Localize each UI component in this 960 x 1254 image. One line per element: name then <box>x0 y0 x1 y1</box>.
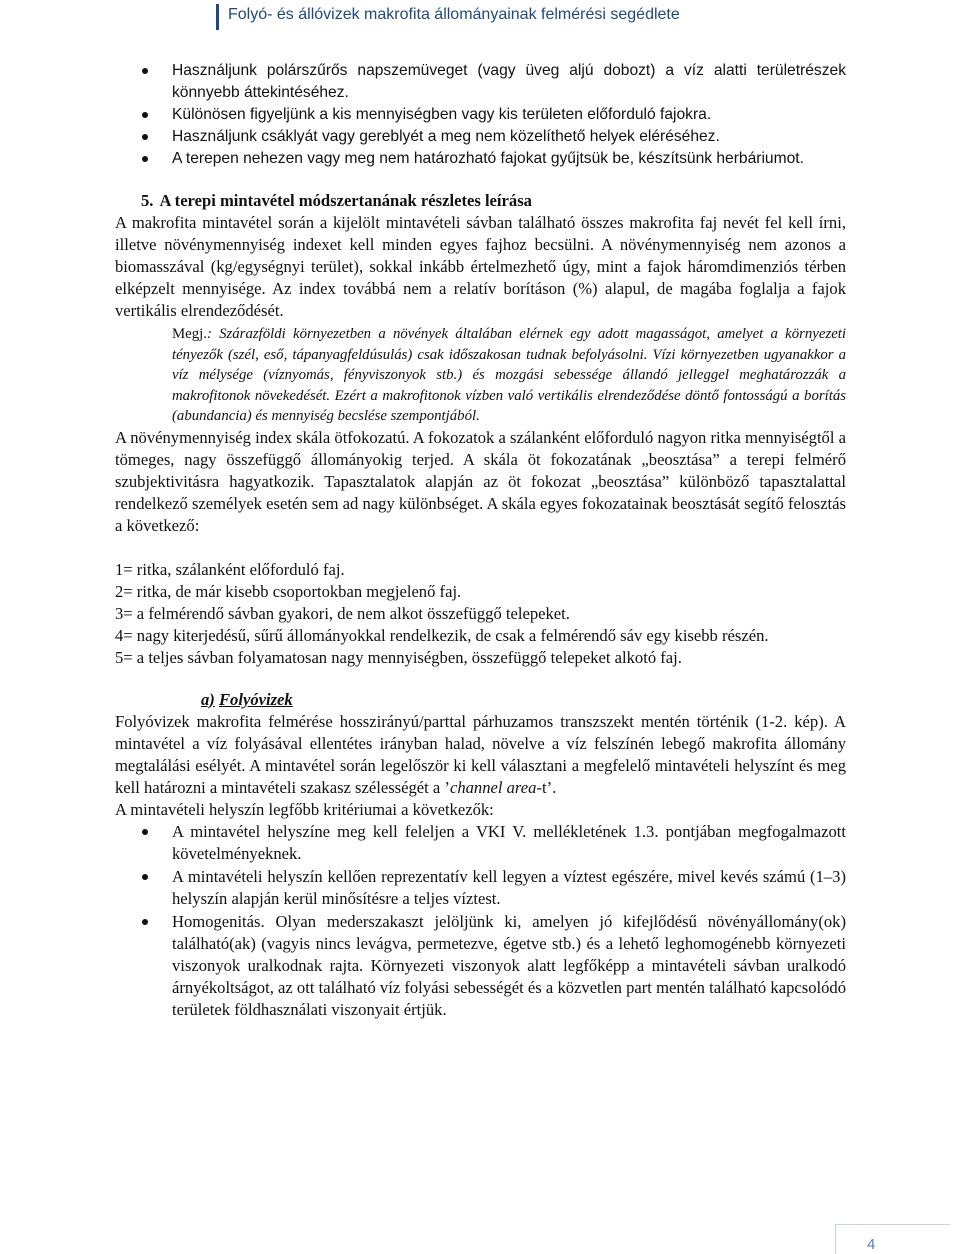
intro-bullet-1: Használjunk polárszűrős napszemüveget (vagy üveg aljú dobozt) a víz alatti területrészek könnyebb áttekintéséhez. <box>115 60 846 104</box>
scale-item-5: 5= a teljes sávban folyamatosan nagy mennyiségben, összefüggő telepeket alkotó faj. <box>115 647 682 667</box>
note-label: Megj. <box>172 326 207 342</box>
intro-bullet-2: Különösen figyeljünk a kis mennyiségben vagy kis területen előforduló fajokra. <box>115 104 846 126</box>
section-paragraph-2: A növénymennyiség index skála ötfokozatú. A fokozatok a szálanként előforduló nagyon ritka mennyiségtől a tömeges, nagy összefüggő állományokig terjed. A skála öt fokozatának „beosztása” a terepi felmérő szubjektivitásra hagyatkozik. Tapasztalatok alapján az öt fokozat „beosztása” különböző tapasztalattal rendelkező személyek esetén sem ad nagy különbséget. A skála egyes fokozatainak beosztását segítő felosztás a következő: <box>115 427 846 535</box>
note-text: : Szárazföldi környezetben a növények általában elérnek egy adott magasságot, amelyet a környezeti tényezők (szél, eső, tápanyagfeldúsulás) csak időszakosan tudnak befolyásolni. Vízi környezetben ugyanakkor a víz mélysége (víznyomás, fényviszonyok stb.) és mozgási sebessége állandó jelleggel meghatározzák a makrofitonok növekedését. Ezért a makrofitonok vízben való vertikális elrendeződése döntő fontosságú a borítás (abundancia) és mennyiség becslése szempontjából. <box>172 326 846 424</box>
scale-item-4: 4= nagy kiterjedésű, sűrű állományokkal rendelkezik, de csak a felmérendő sáv egy kisebb részén. <box>115 625 769 645</box>
subsection-title: Folyóvizek <box>218 689 293 709</box>
section-number: 5. <box>141 191 154 210</box>
intro-bullet-3: Használjunk csáklyát vagy gereblyét a meg nem közelíthető helyek eléréséhez. <box>115 126 846 148</box>
criteria-intro: A mintavételi helyszín legfőbb kritériumai a következők: <box>115 799 494 819</box>
intro-bullet-4: A terepen nehezen vagy meg nem határozható fajokat gyűjtsük be, készítsünk herbáriumot. <box>115 148 846 170</box>
channel-area-term: channel area <box>449 777 537 797</box>
running-header-title: Folyó- és állóvizek makrofita állományainak felmérési segédlete <box>228 6 680 23</box>
scale-item-3: 3= a felmérendő sávban gyakori, de nem alkot összefüggő telepeket. <box>115 603 570 623</box>
subsection-paragraph <box>115 711 846 799</box>
section-paragraph-1: A makrofita mintavétel során a kijelölt mintavételi sávban található összes makrofita faj nevét fel kell írni, illetve növénymennyiség indexet kell minden egyes fajhoz becsülni. A növénymennyiség nem azonos a biomasszával (kg/egységnyi terület), sokkal inkább értelmezhető úgy, mint a fajok háromdimenziós térben elképzelt mennyisége. Az index továbbá nem a relatív borításon (%) alapul, de magába foglalja a fajok vertikális elrendeződését. <box>115 213 846 320</box>
abundance-scale-list <box>115 559 846 669</box>
criteria-bullet-1: A mintavétel helyszíne meg kell feleljen a VKI V. mellékletének 1.3. pontjában megfogalmazott követelményeknek. <box>115 821 846 865</box>
page-number-frame-extension <box>910 1224 950 1254</box>
criteria-bullet-3: Homogenitás. Olyan mederszakaszt jelöljünk ki, amelyen jó kifejlődésű növényállomány(ok) található(ak) (vagyis nincs levágva, permetezve, égetve stb.) és a lehető leghomogénebb környezeti viszonyok uralkodnak rajta. Környezeti viszonyok alatt legfőképp a mintavételi sávban uralkodó árnyékoltságot, az ott található víz folyási sebességét és a közvetlen part mentén található kapcsolódó területek földhasználati viszonyait értjük. <box>115 911 846 1021</box>
intro-bullet-list <box>115 60 846 170</box>
page-content <box>115 60 846 1022</box>
subsection-heading <box>115 689 846 711</box>
subsection-paragraph-end: -t’. <box>536 777 557 797</box>
subsection-paragraph-text: Folyóvizek makrofita felmérése hosszirányú/parttal párhuzamos transzszekt mentén történik (1-2. kép). A mintavétel a víz folyásával ellentétes irányban halad, növelve a víz felszínén lebegő makrofita állomány megtalálási esélyét. A mintavétel során legelőször ki kell választani a megfelelő mintavételi helyszínt és meg kell határozni a mintavételi szakasz szélességét a ’ <box>115 711 846 797</box>
criteria-bullet-list <box>115 821 846 1021</box>
scale-item-1: 1= ritka, szálanként előforduló faj. <box>115 559 345 579</box>
subsection-letter: a) <box>201 689 215 709</box>
page-number: 4 <box>867 1236 876 1253</box>
section-title: A terepi mintavétel módszertanának részletes leírása <box>159 191 532 210</box>
criteria-bullet-2: A mintavételi helyszín kellően reprezentatív kell legyen a víztest egészére, mivel kevés számú (1–3) helyszín alapján kerül minősítésre a teljes víztest. <box>115 866 846 910</box>
section-heading <box>115 190 846 212</box>
scale-item-2: 2= ritka, de már kisebb csoportokban megjelenő faj. <box>115 581 462 601</box>
header-accent-bar <box>216 4 219 30</box>
note-paragraph <box>115 324 846 427</box>
